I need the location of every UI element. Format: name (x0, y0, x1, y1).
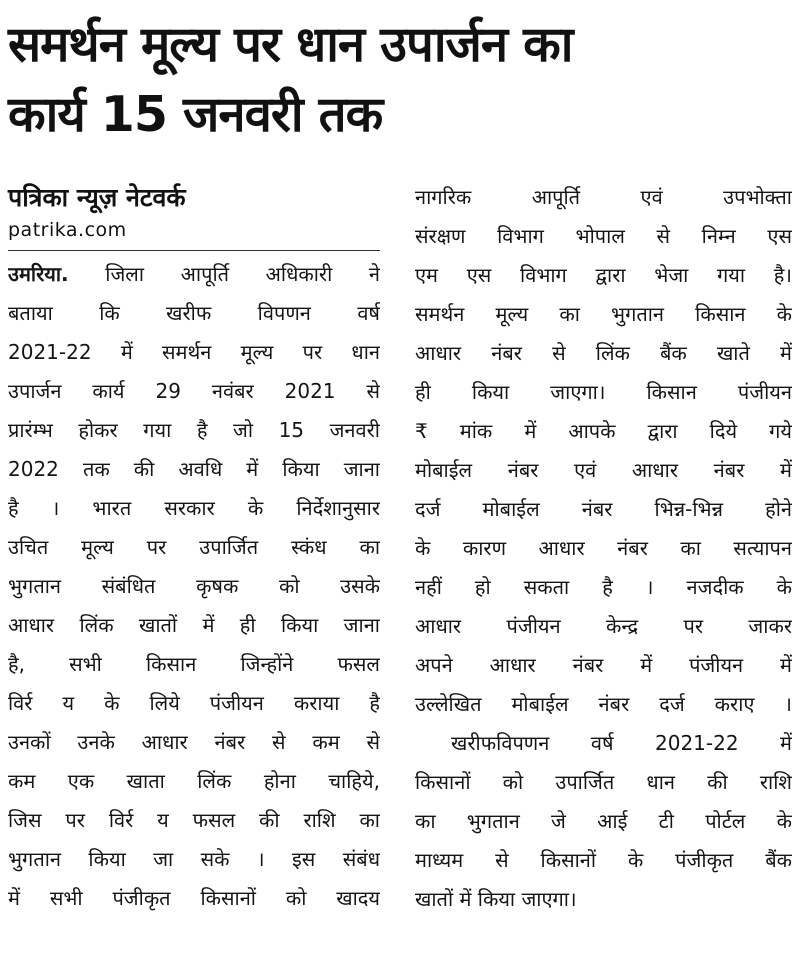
body-line: नागरिक आपूर्ति एवं उपभोक्ता (415, 185, 792, 209)
body-line: दर्ज मोबाईल नंबर भिन्न-भिन्न होने (415, 497, 792, 521)
body-line: आधार पंजीयन केन्द्र पर जाकर (415, 614, 792, 638)
body-line: विर्र य के लिये पंजीयन कराया है (8, 691, 380, 715)
body-line: का भुगतान जे आई टी पोर्टल के (415, 809, 792, 833)
body-line: आधार लिंक खातों में ही किया जाना (8, 613, 380, 637)
body-line: 2022 तक की अवधि में किया जाना (8, 457, 380, 481)
article-column-right (415, 178, 792, 919)
body-line: खातों में किया जाएगा। (415, 887, 577, 911)
body-line: माध्यम से किसानों के पंजीकृत बैंक (415, 848, 792, 872)
body-line: है, सभी किसान जिन्होंने फसल (8, 652, 380, 676)
body-line: उनकों उनके आधार नंबर से कम से (8, 730, 380, 754)
body-line (8, 255, 380, 294)
body-line: कम एक खाता लिंक होना चाहिये, (8, 769, 380, 793)
website-link: patrika.com (8, 219, 127, 241)
body-line: में सभी पंजीकृत किसानों को खादय (8, 886, 380, 910)
body-line: बताया कि खरीफ विपणन वर्ष (8, 301, 380, 325)
body-line: किसानों को उपार्जित धान की राशि (415, 770, 792, 794)
body-line: के कारण आधार नंबर का सत्यापन (415, 536, 792, 560)
body-line: जिस पर विर्र य फसल की राशि का (8, 808, 380, 832)
body-line: 2021-22 में समर्थन मूल्य पर धान (8, 340, 380, 364)
body-line: अपने आधार नंबर में पंजीयन में (415, 653, 792, 677)
body-line: प्रारंम्भ होकर गया है जो 15 जनवरी (8, 418, 380, 442)
body-line-text: जिला आपूर्ति अधिकारी ने (68, 262, 380, 286)
body-line: उचित मूल्य पर उपार्जित स्कंध का (8, 535, 380, 559)
byline-block (8, 180, 380, 251)
body-line: एम एस विभाग द्वारा भेजा गया है। (415, 263, 792, 287)
body-line: ₹ मांक में आपके द्वारा दिये गये (415, 419, 792, 443)
body-line: ही किया जाएगा। किसान पंजीयन (415, 380, 792, 404)
body-line: संरक्षण विभाग भोपाल से निम्न एस (415, 224, 792, 248)
body-line: भुगतान किया जा सके । इस संबंध (8, 847, 380, 871)
body-line: उल्लेखित मोबाईल नंबर दर्ज कराए । (415, 692, 792, 716)
headline (8, 10, 792, 150)
byline: पत्रिका न्यूज़ नेटवर्क (8, 183, 186, 212)
body-line: आधार नंबर से लिंक बैंक खाते में (415, 341, 792, 365)
body-line: नहीं हो सकता है । नजदीक के (415, 575, 792, 599)
headline-line-2: कार्य 15 जनवरी तक (8, 86, 383, 143)
body-line: है । भारत सरकार के निर्देशानुसार (8, 496, 380, 520)
dateline: उमरिया. (8, 262, 69, 286)
body-line: समर्थन मूल्य का भुगतान किसान के (415, 302, 792, 326)
article-column-left (8, 255, 380, 918)
body-line: उपार्जन कार्य 29 नवंबर 2021 से (8, 379, 380, 403)
body-line: भुगतान संबंधित कृषक को उसके (8, 574, 380, 598)
headline-line-1: समर्थन मूल्य पर धान उपार्जन का (8, 16, 573, 73)
body-line: मोबाईल नंबर एवं आधार नंबर में (415, 458, 792, 482)
body-line: खरीफविपणन वर्ष 2021-22 में (451, 731, 792, 755)
